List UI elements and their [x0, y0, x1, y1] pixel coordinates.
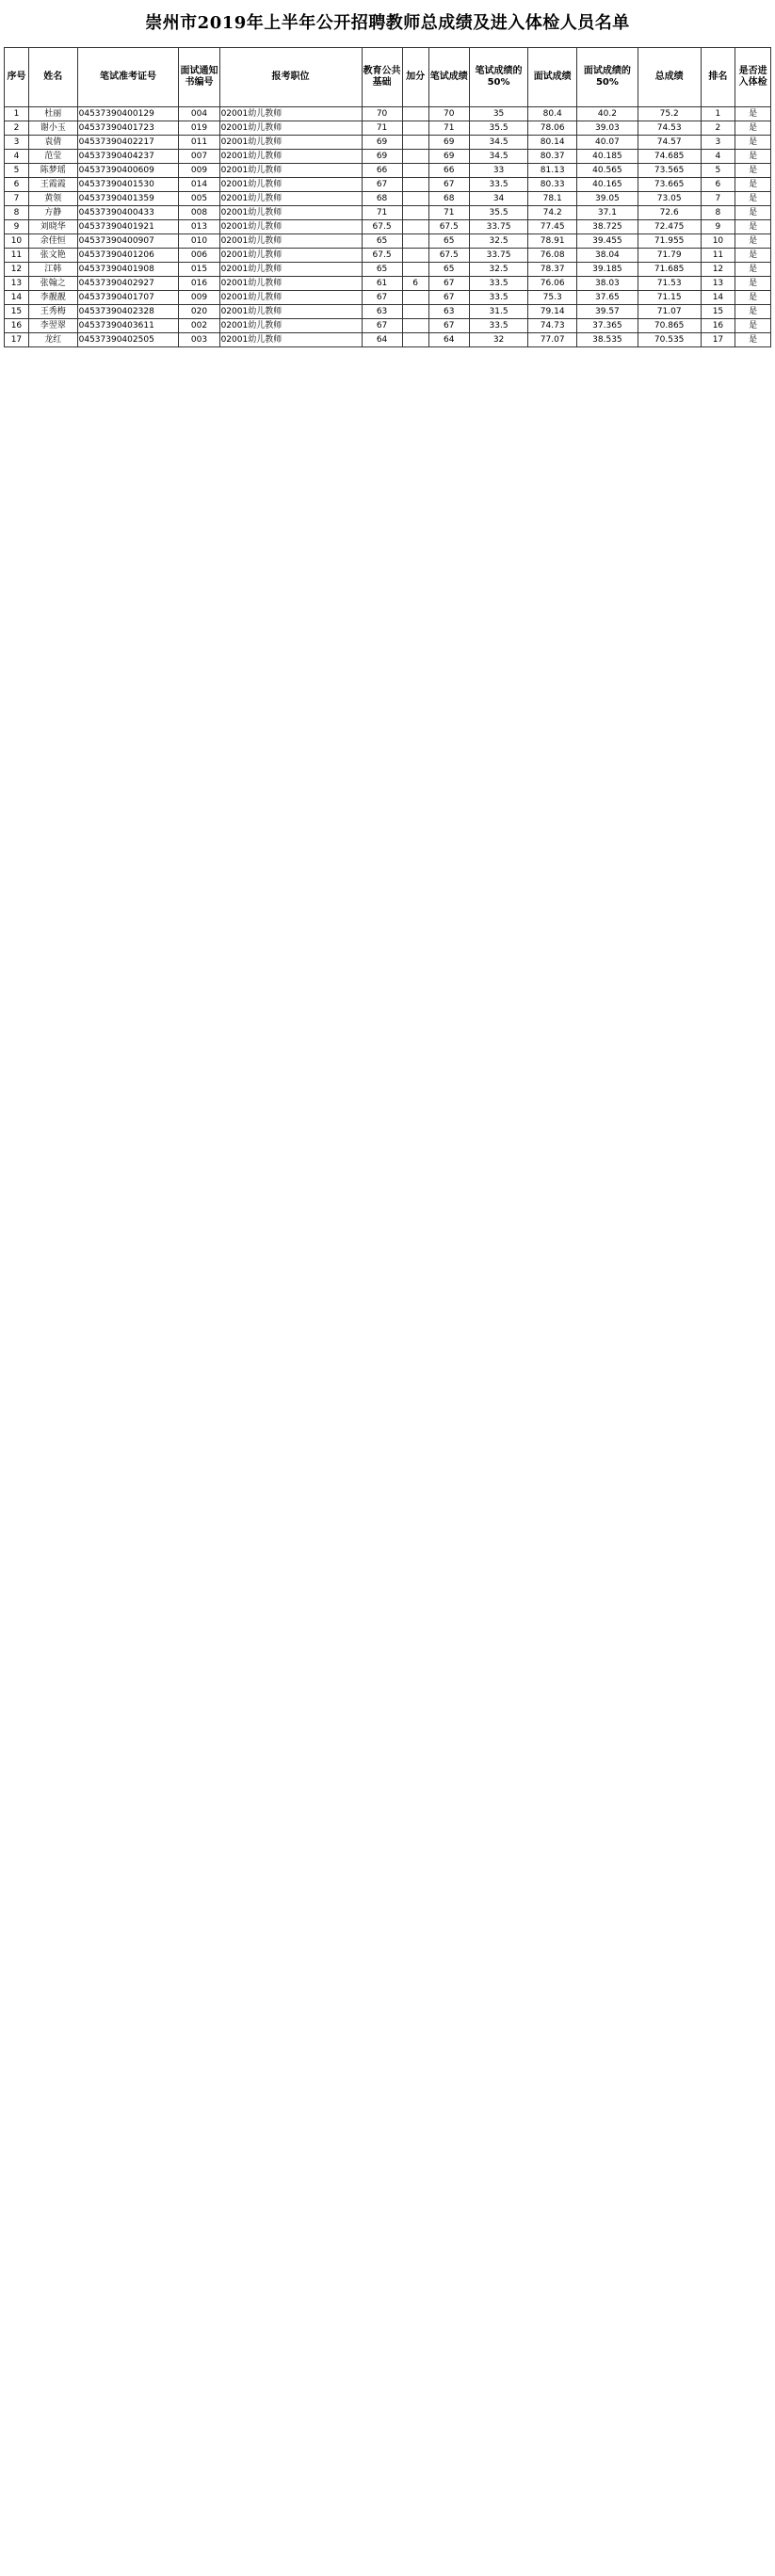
table-cell: 02001幼儿教师 [219, 305, 362, 319]
table-cell: 35.5 [469, 121, 528, 136]
table-cell: 68 [362, 192, 402, 206]
table-row [5, 178, 771, 192]
table-row [5, 277, 771, 291]
table-cell: 38.04 [577, 249, 638, 263]
table-cell: 71.79 [638, 249, 701, 263]
table-cell: 13 [5, 277, 29, 291]
table-cell: 78.1 [528, 192, 577, 206]
table-cell: 是 [735, 249, 771, 263]
table-cell: 02001幼儿教师 [219, 192, 362, 206]
table-cell: 04537390401359 [77, 192, 179, 206]
table-cell: 33.75 [469, 220, 528, 234]
page-title: 崇州市2019年上半年公开招聘教师总成绩及进入体检人员名单 [145, 13, 630, 33]
table-row [5, 305, 771, 319]
table-row [5, 150, 771, 164]
column-header: 笔试准考证号 [77, 48, 179, 107]
table-cell: 71.15 [638, 291, 701, 305]
table-cell: 64 [428, 333, 469, 347]
table-cell: 67 [428, 319, 469, 333]
table-cell: 39.455 [577, 234, 638, 249]
table-cell [402, 150, 428, 164]
table-cell: 65 [428, 234, 469, 249]
table-cell: 003 [179, 333, 219, 347]
table-cell: 66 [428, 164, 469, 178]
table-cell: 80.33 [528, 178, 577, 192]
table-cell: 是 [735, 263, 771, 277]
column-header: 是否进入体检 [735, 48, 771, 107]
column-header: 教育公共基础 [362, 48, 402, 107]
table-cell: 78.06 [528, 121, 577, 136]
table-cell: 010 [179, 234, 219, 249]
table-row [5, 164, 771, 178]
column-header: 笔试成绩 [428, 48, 469, 107]
table-cell: 80.14 [528, 136, 577, 150]
table-cell: 龙红 [28, 333, 77, 347]
table-cell: 04537390403611 [77, 319, 179, 333]
table-cell: 34 [469, 192, 528, 206]
table-cell: 67.5 [428, 220, 469, 234]
table-cell: 方静 [28, 206, 77, 220]
table-cell: 009 [179, 291, 219, 305]
table-header-row [5, 48, 771, 107]
column-header: 姓名 [28, 48, 77, 107]
table-cell: 是 [735, 107, 771, 121]
table-cell: 02001幼儿教师 [219, 136, 362, 150]
table-cell: 02001幼儿教师 [219, 150, 362, 164]
results-table [4, 47, 771, 347]
column-header: 笔试成绩的50% [469, 48, 528, 107]
table-cell: 谢小玉 [28, 121, 77, 136]
table-cell: 78.37 [528, 263, 577, 277]
table-row [5, 234, 771, 249]
table-cell: 02001幼儿教师 [219, 164, 362, 178]
table-cell: 14 [701, 291, 735, 305]
table-cell: 80.4 [528, 107, 577, 121]
column-header: 序号 [5, 48, 29, 107]
table-cell: 是 [735, 333, 771, 347]
table-cell: 2 [701, 121, 735, 136]
table-cell: 67 [428, 291, 469, 305]
table-cell: 74.685 [638, 150, 701, 164]
table-cell [402, 263, 428, 277]
table-cell: 9 [5, 220, 29, 234]
table-cell: 是 [735, 234, 771, 249]
table-cell: 39.03 [577, 121, 638, 136]
table-cell: 008 [179, 206, 219, 220]
table-cell: 009 [179, 164, 219, 178]
table-cell: 35 [469, 107, 528, 121]
table-cell: 是 [735, 220, 771, 234]
table-row [5, 136, 771, 150]
table-cell: 015 [179, 263, 219, 277]
table-cell: 4 [5, 150, 29, 164]
table-cell: 04537390401707 [77, 291, 179, 305]
table-cell: 74.53 [638, 121, 701, 136]
table-cell: 10 [701, 234, 735, 249]
table-cell: 37.1 [577, 206, 638, 220]
table-cell: 32.5 [469, 234, 528, 249]
table-cell: 04537390401723 [77, 121, 179, 136]
table-cell: 67.5 [362, 249, 402, 263]
table-cell: 11 [701, 249, 735, 263]
table-cell: 34.5 [469, 150, 528, 164]
table-cell: 04537390401530 [77, 178, 179, 192]
table-row [5, 107, 771, 121]
table-cell: 61 [362, 277, 402, 291]
column-header: 面试成绩的50% [577, 48, 638, 107]
table-row [5, 291, 771, 305]
table-row [5, 220, 771, 234]
table-cell: 11 [5, 249, 29, 263]
table-cell: 02001幼儿教师 [219, 107, 362, 121]
table-cell: 73.665 [638, 178, 701, 192]
table-cell: 80.37 [528, 150, 577, 164]
table-cell: 67 [362, 178, 402, 192]
table-cell [402, 319, 428, 333]
table-cell: 006 [179, 249, 219, 263]
table-cell: 33.5 [469, 178, 528, 192]
table-cell: 6 [701, 178, 735, 192]
table-cell: 39.57 [577, 305, 638, 319]
column-header: 总成绩 [638, 48, 701, 107]
table-cell: 81.13 [528, 164, 577, 178]
table-cell: 02001幼儿教师 [219, 263, 362, 277]
table-cell: 8 [701, 206, 735, 220]
table-cell [402, 164, 428, 178]
table-cell: 02001幼儿教师 [219, 291, 362, 305]
table-cell [402, 234, 428, 249]
table-cell: 73.565 [638, 164, 701, 178]
table-cell: 6 [402, 277, 428, 291]
table-cell: 陈梦瑶 [28, 164, 77, 178]
table-cell: 刘晓华 [28, 220, 77, 234]
table-cell [402, 333, 428, 347]
table-cell: 8 [5, 206, 29, 220]
table-cell: 14 [5, 291, 29, 305]
table-row [5, 249, 771, 263]
table-cell: 1 [701, 107, 735, 121]
table-cell: 37.65 [577, 291, 638, 305]
table-cell: 71.07 [638, 305, 701, 319]
column-header: 排名 [701, 48, 735, 107]
table-cell: 40.565 [577, 164, 638, 178]
table-cell: 是 [735, 319, 771, 333]
table-cell: 66 [362, 164, 402, 178]
table-cell: 12 [5, 263, 29, 277]
table-cell: 71 [362, 206, 402, 220]
table-cell: 38.535 [577, 333, 638, 347]
table-cell [402, 249, 428, 263]
table-cell: 16 [701, 319, 735, 333]
table-cell: 78.91 [528, 234, 577, 249]
table-cell: 33.5 [469, 277, 528, 291]
table-cell: 013 [179, 220, 219, 234]
table-cell: 35.5 [469, 206, 528, 220]
table-cell: 张文艳 [28, 249, 77, 263]
table-cell: 是 [735, 192, 771, 206]
table-cell: 76.06 [528, 277, 577, 291]
table-cell: 是 [735, 150, 771, 164]
table-cell: 02001幼儿教师 [219, 319, 362, 333]
table-cell: 7 [5, 192, 29, 206]
table-cell: 7 [701, 192, 735, 206]
table-row [5, 319, 771, 333]
table-cell: 袁倩 [28, 136, 77, 150]
table-cell: 13 [701, 277, 735, 291]
table-cell: 04537390402217 [77, 136, 179, 150]
table-cell: 71 [428, 121, 469, 136]
table-cell: 74.57 [638, 136, 701, 150]
table-cell: 020 [179, 305, 219, 319]
table-cell: 李靓靓 [28, 291, 77, 305]
table-cell: 9 [701, 220, 735, 234]
table-cell: 是 [735, 136, 771, 150]
table-cell: 是 [735, 206, 771, 220]
table-cell: 04537390400907 [77, 234, 179, 249]
table-cell: 75.3 [528, 291, 577, 305]
table-cell: 65 [362, 263, 402, 277]
table-cell: 2 [5, 121, 29, 136]
table-cell: 70 [362, 107, 402, 121]
table-cell: 019 [179, 121, 219, 136]
table-row [5, 192, 771, 206]
table-row [5, 333, 771, 347]
table-cell: 002 [179, 319, 219, 333]
table-cell [402, 305, 428, 319]
table-cell: 10 [5, 234, 29, 249]
table-cell: 67 [428, 277, 469, 291]
table-cell: 是 [735, 178, 771, 192]
table-cell: 67.5 [362, 220, 402, 234]
table-cell [402, 192, 428, 206]
table-cell: 33.75 [469, 249, 528, 263]
table-cell: 37.365 [577, 319, 638, 333]
table-cell: 65 [428, 263, 469, 277]
table-cell: 02001幼儿教师 [219, 220, 362, 234]
table-cell: 16 [5, 319, 29, 333]
table-cell [402, 136, 428, 150]
table-cell: 是 [735, 305, 771, 319]
table-cell: 02001幼儿教师 [219, 277, 362, 291]
table-cell [402, 107, 428, 121]
column-header: 面试成绩 [528, 48, 577, 107]
table-cell: 71.53 [638, 277, 701, 291]
table-cell: 17 [5, 333, 29, 347]
table-cell: 黄领 [28, 192, 77, 206]
table-cell: 38.725 [577, 220, 638, 234]
table-cell: 71 [362, 121, 402, 136]
table-cell: 40.165 [577, 178, 638, 192]
table-cell: 是 [735, 121, 771, 136]
table-cell: 67.5 [428, 249, 469, 263]
table-cell: 范莹 [28, 150, 77, 164]
table-cell: 5 [701, 164, 735, 178]
table-cell: 39.185 [577, 263, 638, 277]
table-cell: 72.6 [638, 206, 701, 220]
table-cell: 70.535 [638, 333, 701, 347]
table-cell: 02001幼儿教师 [219, 121, 362, 136]
table-cell: 张翰之 [28, 277, 77, 291]
table-cell: 71 [428, 206, 469, 220]
table-cell: 李翌翠 [28, 319, 77, 333]
table-cell: 5 [5, 164, 29, 178]
table-cell: 007 [179, 150, 219, 164]
table-cell: 67 [428, 178, 469, 192]
table-cell: 76.08 [528, 249, 577, 263]
table-cell [402, 178, 428, 192]
table-cell: 34.5 [469, 136, 528, 150]
table-cell: 71.955 [638, 234, 701, 249]
column-header: 加分 [402, 48, 428, 107]
table-row [5, 206, 771, 220]
table-row [5, 121, 771, 136]
table-cell: 3 [5, 136, 29, 150]
table-cell: 王秀梅 [28, 305, 77, 319]
table-cell: 1 [5, 107, 29, 121]
table-cell: 02001幼儿教师 [219, 249, 362, 263]
table-cell: 余佳恒 [28, 234, 77, 249]
table-cell: 04537390400609 [77, 164, 179, 178]
table-cell: 江韩 [28, 263, 77, 277]
table-cell: 17 [701, 333, 735, 347]
table-cell: 04537390402927 [77, 277, 179, 291]
table-cell: 74.73 [528, 319, 577, 333]
table-cell: 011 [179, 136, 219, 150]
table-cell: 70.865 [638, 319, 701, 333]
table-cell: 64 [362, 333, 402, 347]
table-cell: 71.685 [638, 263, 701, 277]
table-cell: 02001幼儿教师 [219, 178, 362, 192]
table-cell: 33.5 [469, 319, 528, 333]
table-cell: 40.07 [577, 136, 638, 150]
table-cell: 04537390402505 [77, 333, 179, 347]
table-cell: 4 [701, 150, 735, 164]
table-cell: 69 [362, 150, 402, 164]
table-cell: 33 [469, 164, 528, 178]
table-cell: 04537390400433 [77, 206, 179, 220]
table-cell: 是 [735, 164, 771, 178]
table-cell: 63 [362, 305, 402, 319]
table-cell: 63 [428, 305, 469, 319]
table-cell: 04537390401921 [77, 220, 179, 234]
table-cell: 70 [428, 107, 469, 121]
table-cell: 33.5 [469, 291, 528, 305]
table-cell: 32.5 [469, 263, 528, 277]
table-cell: 杜丽 [28, 107, 77, 121]
table-body [5, 107, 771, 347]
table-cell: 65 [362, 234, 402, 249]
table-cell: 04537390400129 [77, 107, 179, 121]
table-cell: 40.2 [577, 107, 638, 121]
table-cell: 74.2 [528, 206, 577, 220]
table-cell: 15 [701, 305, 735, 319]
table-cell [402, 206, 428, 220]
table-cell: 69 [362, 136, 402, 150]
table-cell: 王霞霞 [28, 178, 77, 192]
table-cell: 02001幼儿教师 [219, 234, 362, 249]
table-cell [402, 220, 428, 234]
table-cell: 73.05 [638, 192, 701, 206]
table-cell: 04537390402328 [77, 305, 179, 319]
table-cell: 6 [5, 178, 29, 192]
table-cell: 79.14 [528, 305, 577, 319]
table-cell: 77.07 [528, 333, 577, 347]
table-cell: 004 [179, 107, 219, 121]
table-cell: 67 [362, 291, 402, 305]
table-cell: 15 [5, 305, 29, 319]
table-cell: 是 [735, 291, 771, 305]
table-cell [402, 121, 428, 136]
table-cell: 005 [179, 192, 219, 206]
table-cell: 3 [701, 136, 735, 150]
table-cell: 016 [179, 277, 219, 291]
table-cell: 12 [701, 263, 735, 277]
table-cell: 32 [469, 333, 528, 347]
table-cell: 67 [362, 319, 402, 333]
table-cell: 68 [428, 192, 469, 206]
table-cell: 31.5 [469, 305, 528, 319]
column-header: 报考职位 [219, 48, 362, 107]
table-cell: 38.03 [577, 277, 638, 291]
table-cell: 40.185 [577, 150, 638, 164]
table-row [5, 263, 771, 277]
table-cell: 02001幼儿教师 [219, 206, 362, 220]
table-cell: 39.05 [577, 192, 638, 206]
table-cell: 69 [428, 150, 469, 164]
table-cell: 75.2 [638, 107, 701, 121]
table-cell: 77.45 [528, 220, 577, 234]
table-cell: 72.475 [638, 220, 701, 234]
table-cell [402, 291, 428, 305]
table-cell: 04537390401908 [77, 263, 179, 277]
table-cell: 69 [428, 136, 469, 150]
table-cell: 04537390404237 [77, 150, 179, 164]
column-header: 面试通知书编号 [179, 48, 219, 107]
table-cell: 02001幼儿教师 [219, 333, 362, 347]
table-cell: 04537390401206 [77, 249, 179, 263]
table-cell: 是 [735, 277, 771, 291]
table-cell: 014 [179, 178, 219, 192]
